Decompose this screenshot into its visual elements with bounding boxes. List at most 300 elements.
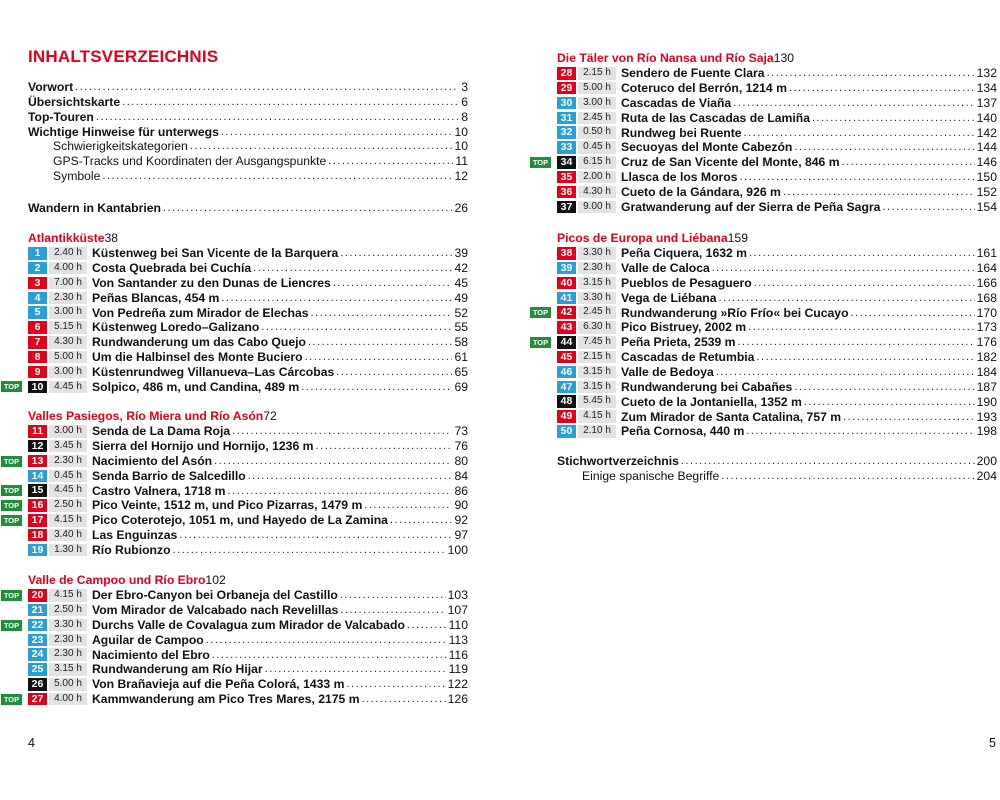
tour-entry[interactable] xyxy=(557,185,997,200)
tour-entry[interactable] xyxy=(557,424,997,439)
tour-entry[interactable] xyxy=(28,603,468,618)
tour-page: 140 xyxy=(976,110,997,125)
tour-page: 198 xyxy=(976,424,997,439)
tour-duration: 0.45 h xyxy=(578,141,616,154)
tour-page: 184 xyxy=(976,365,997,380)
tour-entry[interactable] xyxy=(557,246,997,261)
leader-dots xyxy=(748,321,975,333)
tour-number-badge: 30 xyxy=(557,97,576,110)
tour-name: Kammwanderung am Pico Tres Mares, 2175 m xyxy=(92,692,360,707)
leader-dots xyxy=(75,80,459,95)
top-tour-badge: TOP xyxy=(1,694,22,705)
section-page: 159 xyxy=(727,231,748,245)
tour-page: 65 xyxy=(454,365,468,380)
tour-page: 42 xyxy=(454,261,468,276)
top-tour-badge: TOP xyxy=(1,620,22,631)
tour-entry[interactable] xyxy=(557,409,997,424)
leader-dots xyxy=(346,678,445,690)
tour-entry[interactable] xyxy=(557,379,997,394)
section-heading[interactable] xyxy=(557,51,997,66)
tour-number-badge: 36 xyxy=(557,186,576,199)
tour-entry[interactable] xyxy=(28,350,468,365)
tour-entry[interactable] xyxy=(28,543,468,558)
page-title: INHALTSVERZEICHNIS xyxy=(28,47,219,66)
leader-dots xyxy=(340,589,446,601)
tour-entry[interactable] xyxy=(28,677,468,692)
section-picos-de-europa xyxy=(532,231,997,439)
tour-page: 193 xyxy=(976,409,997,424)
leader-dots xyxy=(227,485,452,497)
tour-number-badge: 9 xyxy=(28,366,47,379)
back-matter-list xyxy=(557,454,997,484)
tour-page: 52 xyxy=(454,305,468,320)
leader-dots xyxy=(794,141,974,153)
toc-entry-label: Wandern in Kantabrien xyxy=(28,201,161,215)
tour-page: 166 xyxy=(976,275,997,290)
section-heading[interactable] xyxy=(28,231,468,246)
tour-number-badge: 8 xyxy=(28,351,47,364)
tour-duration: 2.50 h xyxy=(49,604,87,617)
toc-entry-label: GPS-Tracks und Koordinaten der Ausgangspunkte xyxy=(53,154,327,169)
tour-page: 190 xyxy=(976,394,997,409)
top-tour-badge: TOP xyxy=(1,515,22,526)
tour-number-badge: 31 xyxy=(557,112,576,125)
section-heading[interactable] xyxy=(557,231,997,246)
toc-entry-wandern[interactable] xyxy=(28,201,468,216)
front-matter-list xyxy=(28,80,468,184)
leader-dots xyxy=(812,112,975,124)
tour-number-badge: 1 xyxy=(28,247,47,260)
tour-entry[interactable] xyxy=(28,261,468,276)
section-title: Picos de Europa und Liébana xyxy=(557,231,728,245)
tour-page: 86 xyxy=(454,483,468,498)
tour-page: 39 xyxy=(454,246,468,261)
tour-name: Cueto de la Jontaniella, 1352 m xyxy=(621,394,802,409)
leader-dots xyxy=(390,514,452,526)
tour-duration: 6.15 h xyxy=(578,156,616,169)
tour-name: Küstenrundweg Villanueva–Las Cárcobas xyxy=(92,365,335,380)
tour-duration: 4.30 h xyxy=(578,186,616,199)
leader-dots xyxy=(305,351,453,363)
leader-dots xyxy=(804,396,975,408)
tour-entry[interactable] xyxy=(557,394,997,409)
tour-number-badge: 7 xyxy=(28,336,47,349)
tour-duration: 2.45 h xyxy=(578,306,616,319)
tour-entry[interactable] xyxy=(557,365,997,380)
tour-name: Von Santander zu den Dunas de Liencres xyxy=(92,275,331,290)
toc-entry[interactable] xyxy=(28,80,468,95)
tour-duration: 5.00 h xyxy=(49,678,87,691)
tour-number-badge: 32 xyxy=(557,126,576,139)
tour-name: Costa Quebrada bei Cuchía xyxy=(92,261,252,276)
tour-duration: 0.50 h xyxy=(578,126,616,139)
tour-name: Zum Mirador de Santa Catalina, 757 m xyxy=(621,409,842,424)
tour-page: 49 xyxy=(454,290,468,305)
leader-dots xyxy=(719,292,975,304)
leader-dots xyxy=(756,351,974,363)
leader-dots xyxy=(96,110,459,125)
section-valles-pasiegos xyxy=(3,409,468,558)
leader-dots xyxy=(767,67,975,79)
tour-name: Castro Valnera, 1718 m xyxy=(92,483,226,498)
toc-entry[interactable] xyxy=(28,154,468,169)
tour-page: 76 xyxy=(454,439,468,454)
tour-entry[interactable] xyxy=(28,468,468,483)
tour-name: Gratwanderung auf der Sierra de Peña Sagra xyxy=(621,199,881,214)
tour-page: 119 xyxy=(448,662,468,677)
section-title: Valles Pasiegos, Río Miera und Río Asón xyxy=(28,409,264,423)
tour-entry[interactable] xyxy=(557,96,997,111)
tour-page: 45 xyxy=(454,275,468,290)
leader-dots xyxy=(221,292,452,304)
leader-dots xyxy=(212,649,447,661)
toc-entry-label: Vorwort xyxy=(28,80,74,94)
tour-entry[interactable] xyxy=(557,290,997,305)
tour-entry[interactable] xyxy=(3,588,468,603)
tour-name: Coteruco del Berrón, 1214 m xyxy=(621,81,787,96)
tour-duration: 3.15 h xyxy=(49,663,87,676)
tour-entry[interactable] xyxy=(3,513,468,528)
tour-number-badge: 37 xyxy=(557,201,576,214)
leader-dots xyxy=(738,336,975,348)
tour-entry[interactable] xyxy=(28,290,468,305)
tour-number-badge: 2 xyxy=(28,262,47,275)
tour-number-badge: 23 xyxy=(28,634,47,647)
tour-name: Aguilar de Campoo xyxy=(92,632,204,647)
tour-entry[interactable] xyxy=(532,305,997,320)
tour-entry[interactable] xyxy=(557,140,997,155)
leader-dots xyxy=(232,425,452,437)
tour-duration: 4.15 h xyxy=(49,514,87,527)
tour-duration: 2.30 h xyxy=(49,455,87,468)
tour-number-badge: 45 xyxy=(557,351,576,364)
tour-entry[interactable] xyxy=(557,199,997,214)
leader-dots xyxy=(102,169,452,184)
tour-duration: 3.15 h xyxy=(578,381,616,394)
leader-dots xyxy=(744,127,975,139)
tour-name: Secuoyas del Monte Cabezón xyxy=(621,140,793,155)
tour-number-badge: 35 xyxy=(557,171,576,184)
tour-name: Vom Mirador de Valcabado nach Revelillas xyxy=(92,603,339,618)
top-tour-badge: TOP xyxy=(1,381,22,392)
top-tour-badge: TOP xyxy=(1,485,22,496)
leader-dots xyxy=(340,604,445,616)
leader-dots xyxy=(407,619,447,631)
leader-dots xyxy=(221,125,453,140)
tour-name: Senda de La Dama Roja xyxy=(92,424,231,439)
tour-number-badge: 41 xyxy=(557,292,576,305)
tour-entry[interactable] xyxy=(28,276,468,291)
tour-name: Pico Veinte, 1512 m, und Pico Pizarras, 1479 m xyxy=(92,498,363,513)
toc-entry[interactable] xyxy=(557,454,997,469)
section-title: Atlantikküste xyxy=(28,231,105,245)
leader-dots xyxy=(179,529,452,541)
leader-dots xyxy=(851,307,975,319)
tour-duration: 7.00 h xyxy=(49,277,87,290)
leader-dots xyxy=(336,366,452,378)
tour-entry[interactable] xyxy=(3,692,468,707)
tour-duration: 2.10 h xyxy=(578,425,616,438)
tour-name: Peña Ciquera, 1632 m xyxy=(621,246,747,261)
tour-name: Küstenweg bei San Vicente de la Barquera xyxy=(92,246,339,261)
tour-entry[interactable] xyxy=(28,439,468,454)
tour-page: 84 xyxy=(454,468,468,483)
tour-duration: 3.40 h xyxy=(49,529,87,542)
tour-number-badge: 26 xyxy=(28,678,47,691)
tour-entry[interactable] xyxy=(28,662,468,677)
toc-entry-page: 8 xyxy=(461,109,468,124)
leader-dots xyxy=(733,97,974,109)
tour-entry[interactable] xyxy=(3,483,468,498)
section-page: 130 xyxy=(773,51,795,65)
leader-dots xyxy=(681,454,975,469)
tour-duration: 3.00 h xyxy=(49,306,87,319)
tour-page: 69 xyxy=(454,379,468,394)
leader-dots xyxy=(301,381,452,393)
toc-entry[interactable] xyxy=(557,469,997,484)
tour-entry[interactable] xyxy=(3,498,468,513)
tour-entry[interactable] xyxy=(557,320,997,335)
leader-dots xyxy=(333,277,453,289)
tour-number-badge: 16 xyxy=(28,499,47,512)
tour-entry[interactable] xyxy=(557,261,997,276)
tour-name: Llasca de los Moros xyxy=(621,170,738,185)
tour-page: 154 xyxy=(976,199,997,214)
tour-duration: 2.15 h xyxy=(578,351,616,364)
leader-dots xyxy=(122,95,459,110)
tour-name: Um die Halbinsel des Monte Buciero xyxy=(92,350,303,365)
tour-entry[interactable] xyxy=(557,110,997,125)
tour-number-badge: 34 xyxy=(557,156,576,169)
tour-duration: 5.00 h xyxy=(49,351,87,364)
tour-entry[interactable] xyxy=(28,528,468,543)
section-taeler-nansa-saja xyxy=(532,51,997,214)
tour-number-badge: 42 xyxy=(557,306,576,319)
tour-entry[interactable] xyxy=(557,66,997,81)
page-number-right: 5 xyxy=(989,736,996,750)
leader-dots xyxy=(882,201,974,213)
section-atlantikkueste xyxy=(3,231,468,394)
tour-duration: 3.45 h xyxy=(49,440,87,453)
tour-name: Las Enguinzas xyxy=(92,528,178,543)
toc-entry-page: 12 xyxy=(454,169,468,184)
leader-dots xyxy=(214,455,452,467)
tour-entry[interactable] xyxy=(3,453,468,469)
tour-page: 164 xyxy=(976,261,997,276)
section-heading[interactable] xyxy=(28,573,468,588)
toc-entry[interactable] xyxy=(28,110,468,125)
tour-number-badge: 5 xyxy=(28,306,47,319)
tour-duration: 3.30 h xyxy=(49,619,87,632)
tour-entry[interactable] xyxy=(28,320,468,335)
tour-duration: 0.45 h xyxy=(49,470,87,483)
toc-entry-page: 6 xyxy=(461,94,468,109)
tour-name: Von Brañavieja auf die Peña Colorá, 1433 m xyxy=(92,677,345,692)
toc-entry-page: 26 xyxy=(454,201,468,215)
tour-entry[interactable] xyxy=(557,170,997,185)
tour-page: 161 xyxy=(976,246,997,261)
tour-number-badge: 15 xyxy=(28,484,47,497)
toc-entry-label: Wichtige Hinweise für unterwegs xyxy=(28,124,219,139)
tour-number-badge: 19 xyxy=(28,544,47,557)
tour-duration: 5.00 h xyxy=(578,82,616,95)
tour-name: Peña Cornosa, 440 m xyxy=(621,424,745,439)
tour-number-badge: 10 xyxy=(28,381,47,394)
toc-entry-label: Schwierigkeitskategorien xyxy=(53,139,188,154)
tour-duration: 3.30 h xyxy=(578,247,616,260)
tour-name: Valle de Caloca xyxy=(621,261,710,276)
toc-entry-page: 11 xyxy=(455,154,468,169)
tour-name: Solpico, 486 m, und Candina, 489 m xyxy=(92,379,300,394)
toc-entry[interactable] xyxy=(28,95,468,110)
tour-name: Peña Prieta, 2539 m xyxy=(621,335,736,350)
toc-entry-page: 204 xyxy=(976,468,997,483)
toc-entry[interactable] xyxy=(28,169,468,184)
tour-name: Rundwanderung bei Cabañes xyxy=(621,379,793,394)
tour-page: 173 xyxy=(976,320,997,335)
tour-number-badge: 33 xyxy=(557,141,576,154)
tour-name: Vega de Liébana xyxy=(621,290,717,305)
tour-duration: 2.15 h xyxy=(578,67,616,80)
tour-duration: 2.40 h xyxy=(49,247,87,260)
leader-dots xyxy=(740,171,975,183)
tour-duration: 3.00 h xyxy=(49,366,87,379)
tour-entry[interactable] xyxy=(557,81,997,96)
tour-duration: 2.00 h xyxy=(578,171,616,184)
tour-duration: 2.30 h xyxy=(578,262,616,275)
toc-entry[interactable] xyxy=(28,125,468,140)
leader-dots xyxy=(265,663,447,675)
tour-duration: 2.50 h xyxy=(49,499,87,512)
tour-duration: 4.00 h xyxy=(49,693,87,706)
tour-number-badge: 6 xyxy=(28,321,47,334)
leader-dots xyxy=(311,307,453,319)
top-tour-badge: TOP xyxy=(1,590,22,601)
tour-entry[interactable] xyxy=(28,424,468,439)
tour-number-badge: 17 xyxy=(28,514,47,527)
tour-number-badge: 11 xyxy=(28,425,47,438)
toc-entry-label: Symbole xyxy=(53,169,101,184)
tour-number-badge: 3 xyxy=(28,277,47,290)
tour-duration: 2.45 h xyxy=(578,112,616,125)
leader-dots xyxy=(261,321,452,333)
tour-entry[interactable] xyxy=(532,155,997,170)
leader-dots xyxy=(716,366,975,378)
leader-dots xyxy=(315,440,452,452)
tour-page: 113 xyxy=(448,632,468,647)
tour-page: 58 xyxy=(454,335,468,350)
tour-name: Ruta de las Cascadas de Lamiña xyxy=(621,110,810,125)
tour-name: Río Rubionzo xyxy=(92,543,171,558)
leader-dots xyxy=(712,262,975,274)
toc-entry-label: Einige spanische Begriffe xyxy=(582,468,720,483)
tour-name: Der Ebro-Canyon bei Orbaneja del Castillo xyxy=(92,588,338,603)
tour-entry[interactable] xyxy=(3,379,468,394)
tour-entry[interactable] xyxy=(532,335,997,350)
tour-name: Cueto de la Gándara, 926 m xyxy=(621,185,781,200)
tour-duration: 3.15 h xyxy=(578,366,616,379)
leader-dots xyxy=(248,470,453,482)
top-tour-badge: TOP xyxy=(530,337,551,348)
top-tour-badge: TOP xyxy=(1,456,22,467)
leader-dots xyxy=(206,634,447,646)
leader-dots xyxy=(328,154,453,169)
top-tour-badge: TOP xyxy=(530,157,551,168)
tour-number-badge: 47 xyxy=(557,381,576,394)
tour-duration: 5.45 h xyxy=(578,395,616,408)
tour-page: 144 xyxy=(976,140,997,155)
tour-duration: 2.30 h xyxy=(49,648,87,661)
tour-number-badge: 25 xyxy=(28,663,47,676)
tour-number-badge: 28 xyxy=(557,67,576,80)
tour-name: Rundwanderung am Río Hijar xyxy=(92,662,263,677)
tour-duration: 2.30 h xyxy=(49,292,87,305)
tour-number-badge: 24 xyxy=(28,648,47,661)
leader-dots xyxy=(721,469,974,484)
tour-entry[interactable] xyxy=(557,276,997,291)
tour-name: Nacimiento del Ebro xyxy=(92,647,210,662)
tour-entry[interactable] xyxy=(28,647,468,662)
leader-dots xyxy=(789,82,975,94)
tour-page: 122 xyxy=(447,677,468,692)
tour-page: 170 xyxy=(976,305,997,320)
tour-page: 92 xyxy=(454,513,468,528)
tour-duration: 6.30 h xyxy=(578,321,616,334)
tour-duration: 4.30 h xyxy=(49,336,87,349)
tour-duration: 4.00 h xyxy=(49,262,87,275)
tour-page: 73 xyxy=(454,424,468,439)
tour-page: 90 xyxy=(454,498,468,513)
tour-number-badge: 12 xyxy=(28,440,47,453)
tour-entry[interactable] xyxy=(28,246,468,261)
tour-entry[interactable] xyxy=(28,365,468,380)
tour-page: 146 xyxy=(976,155,997,170)
toc-entry-label: Stichwortverzeichnis xyxy=(557,454,679,468)
tour-entry[interactable] xyxy=(28,305,468,320)
tour-entry[interactable] xyxy=(557,350,997,365)
tour-duration: 1.30 h xyxy=(49,544,87,557)
leader-dots xyxy=(746,425,974,437)
tour-name: Rundweg bei Ruente xyxy=(621,125,742,140)
tour-name: Küstenweg Loredo–Galizano xyxy=(92,320,260,335)
tour-entry[interactable] xyxy=(28,335,468,350)
tour-page: 107 xyxy=(447,603,468,618)
tour-duration: 4.45 h xyxy=(49,484,87,497)
tour-page: 150 xyxy=(976,170,997,185)
tour-page: 126 xyxy=(447,692,468,707)
toc-entry[interactable] xyxy=(28,139,468,154)
tour-entry[interactable] xyxy=(3,617,468,633)
tour-number-badge: 44 xyxy=(557,336,576,349)
tour-number-badge: 40 xyxy=(557,277,576,290)
tour-number-badge: 21 xyxy=(28,604,47,617)
toc-entry-label: Top-Touren xyxy=(28,109,94,124)
tour-page: 116 xyxy=(448,647,468,662)
leader-dots xyxy=(163,201,452,216)
tour-page: 168 xyxy=(976,290,997,305)
tour-page: 134 xyxy=(976,81,997,96)
tour-name: Cascadas de Viaña xyxy=(621,95,732,110)
tour-duration: 3.30 h xyxy=(578,292,616,305)
tour-entry[interactable] xyxy=(557,125,997,140)
top-tour-badge: TOP xyxy=(530,307,551,318)
tour-duration: 4.45 h xyxy=(49,381,87,394)
tour-entry[interactable] xyxy=(28,632,468,647)
leader-dots xyxy=(842,156,975,168)
tour-page: 100 xyxy=(447,543,468,558)
tour-duration: 3.00 h xyxy=(578,97,616,110)
section-heading[interactable] xyxy=(28,409,468,424)
